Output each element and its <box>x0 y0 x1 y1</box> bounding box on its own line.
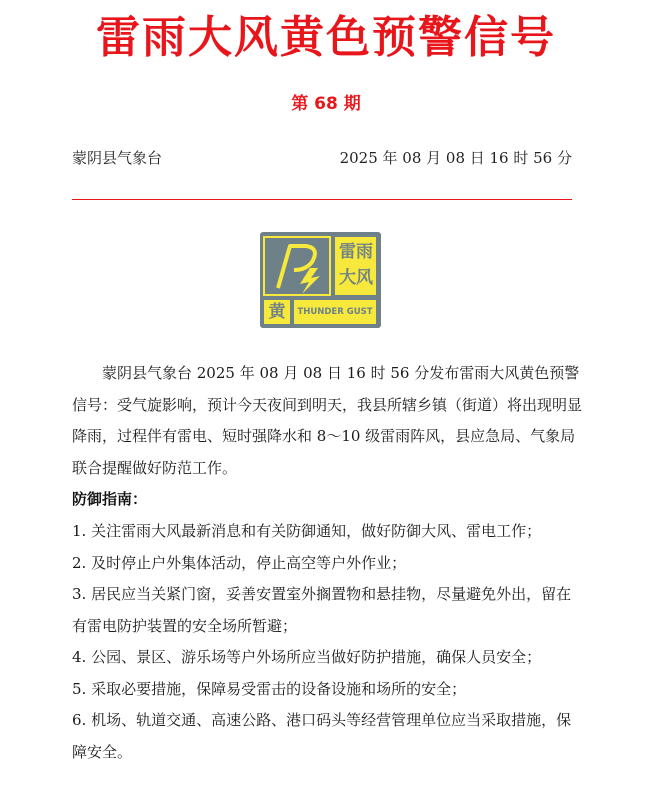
header-divider <box>72 199 572 200</box>
badge-label-en: THUNDER GUST <box>297 307 373 317</box>
issue-number: 第 68 期 <box>291 94 361 114</box>
thunder-gust-yellow-warning-icon <box>260 232 381 328</box>
guide-item: 1. 关注雷雨大风最新消息和有关防御通知，做好防御大风、雷电工作； <box>72 522 542 540</box>
issue-datetime: 2025 年 08 月 08 日 16 时 56 分 <box>339 149 572 167</box>
guide-item: 6. 机场、轨道交通、高速公路、港口码头等经营管理单位应当采取措施，保障安全。 <box>72 711 572 761</box>
badge-color-label: 黄 <box>268 302 286 322</box>
issuer-name: 蒙阴县气象台 <box>72 149 163 167</box>
guide-item: 3. 居民应当关紧门窗，妥善安置室外搁置物和悬挂物，尽量避免外出，留在有雷电防护装置的安全场所暂避； <box>72 585 572 635</box>
document-title: 雷雨大风黄色预警信号 <box>96 12 556 63</box>
guide-item: 5. 采取必要措施，保障易受雷击的设备设施和场所的安全； <box>72 679 467 698</box>
defense-guide-list <box>72 516 584 768</box>
badge-label-cn: 雷雨大风 <box>339 242 373 288</box>
warning-intro-paragraph: 蒙阴县气象台 2025 年 08 月 08 日 16 时 56 分发布雷雨大风黄色预警信号：受气旋影响，预计今天夜间到明天，我县所辖乡镇（街道）将出现明显降雨，过程伴有雷电、短时强降水和 8～10 级雷雨阵风，县应急局、气象局联合提醒做好防范工作。 <box>72 364 583 477</box>
guide-item: 4. 公园、景区、游乐场等户外场所应当做好防护措施，确保人员安全； <box>72 648 542 666</box>
wind-lightning-icon <box>264 237 330 295</box>
guide-item: 2. 及时停止户外集体活动，停止高空等户外作业； <box>72 553 407 572</box>
defense-guide-heading: 防御指南： <box>72 490 148 508</box>
